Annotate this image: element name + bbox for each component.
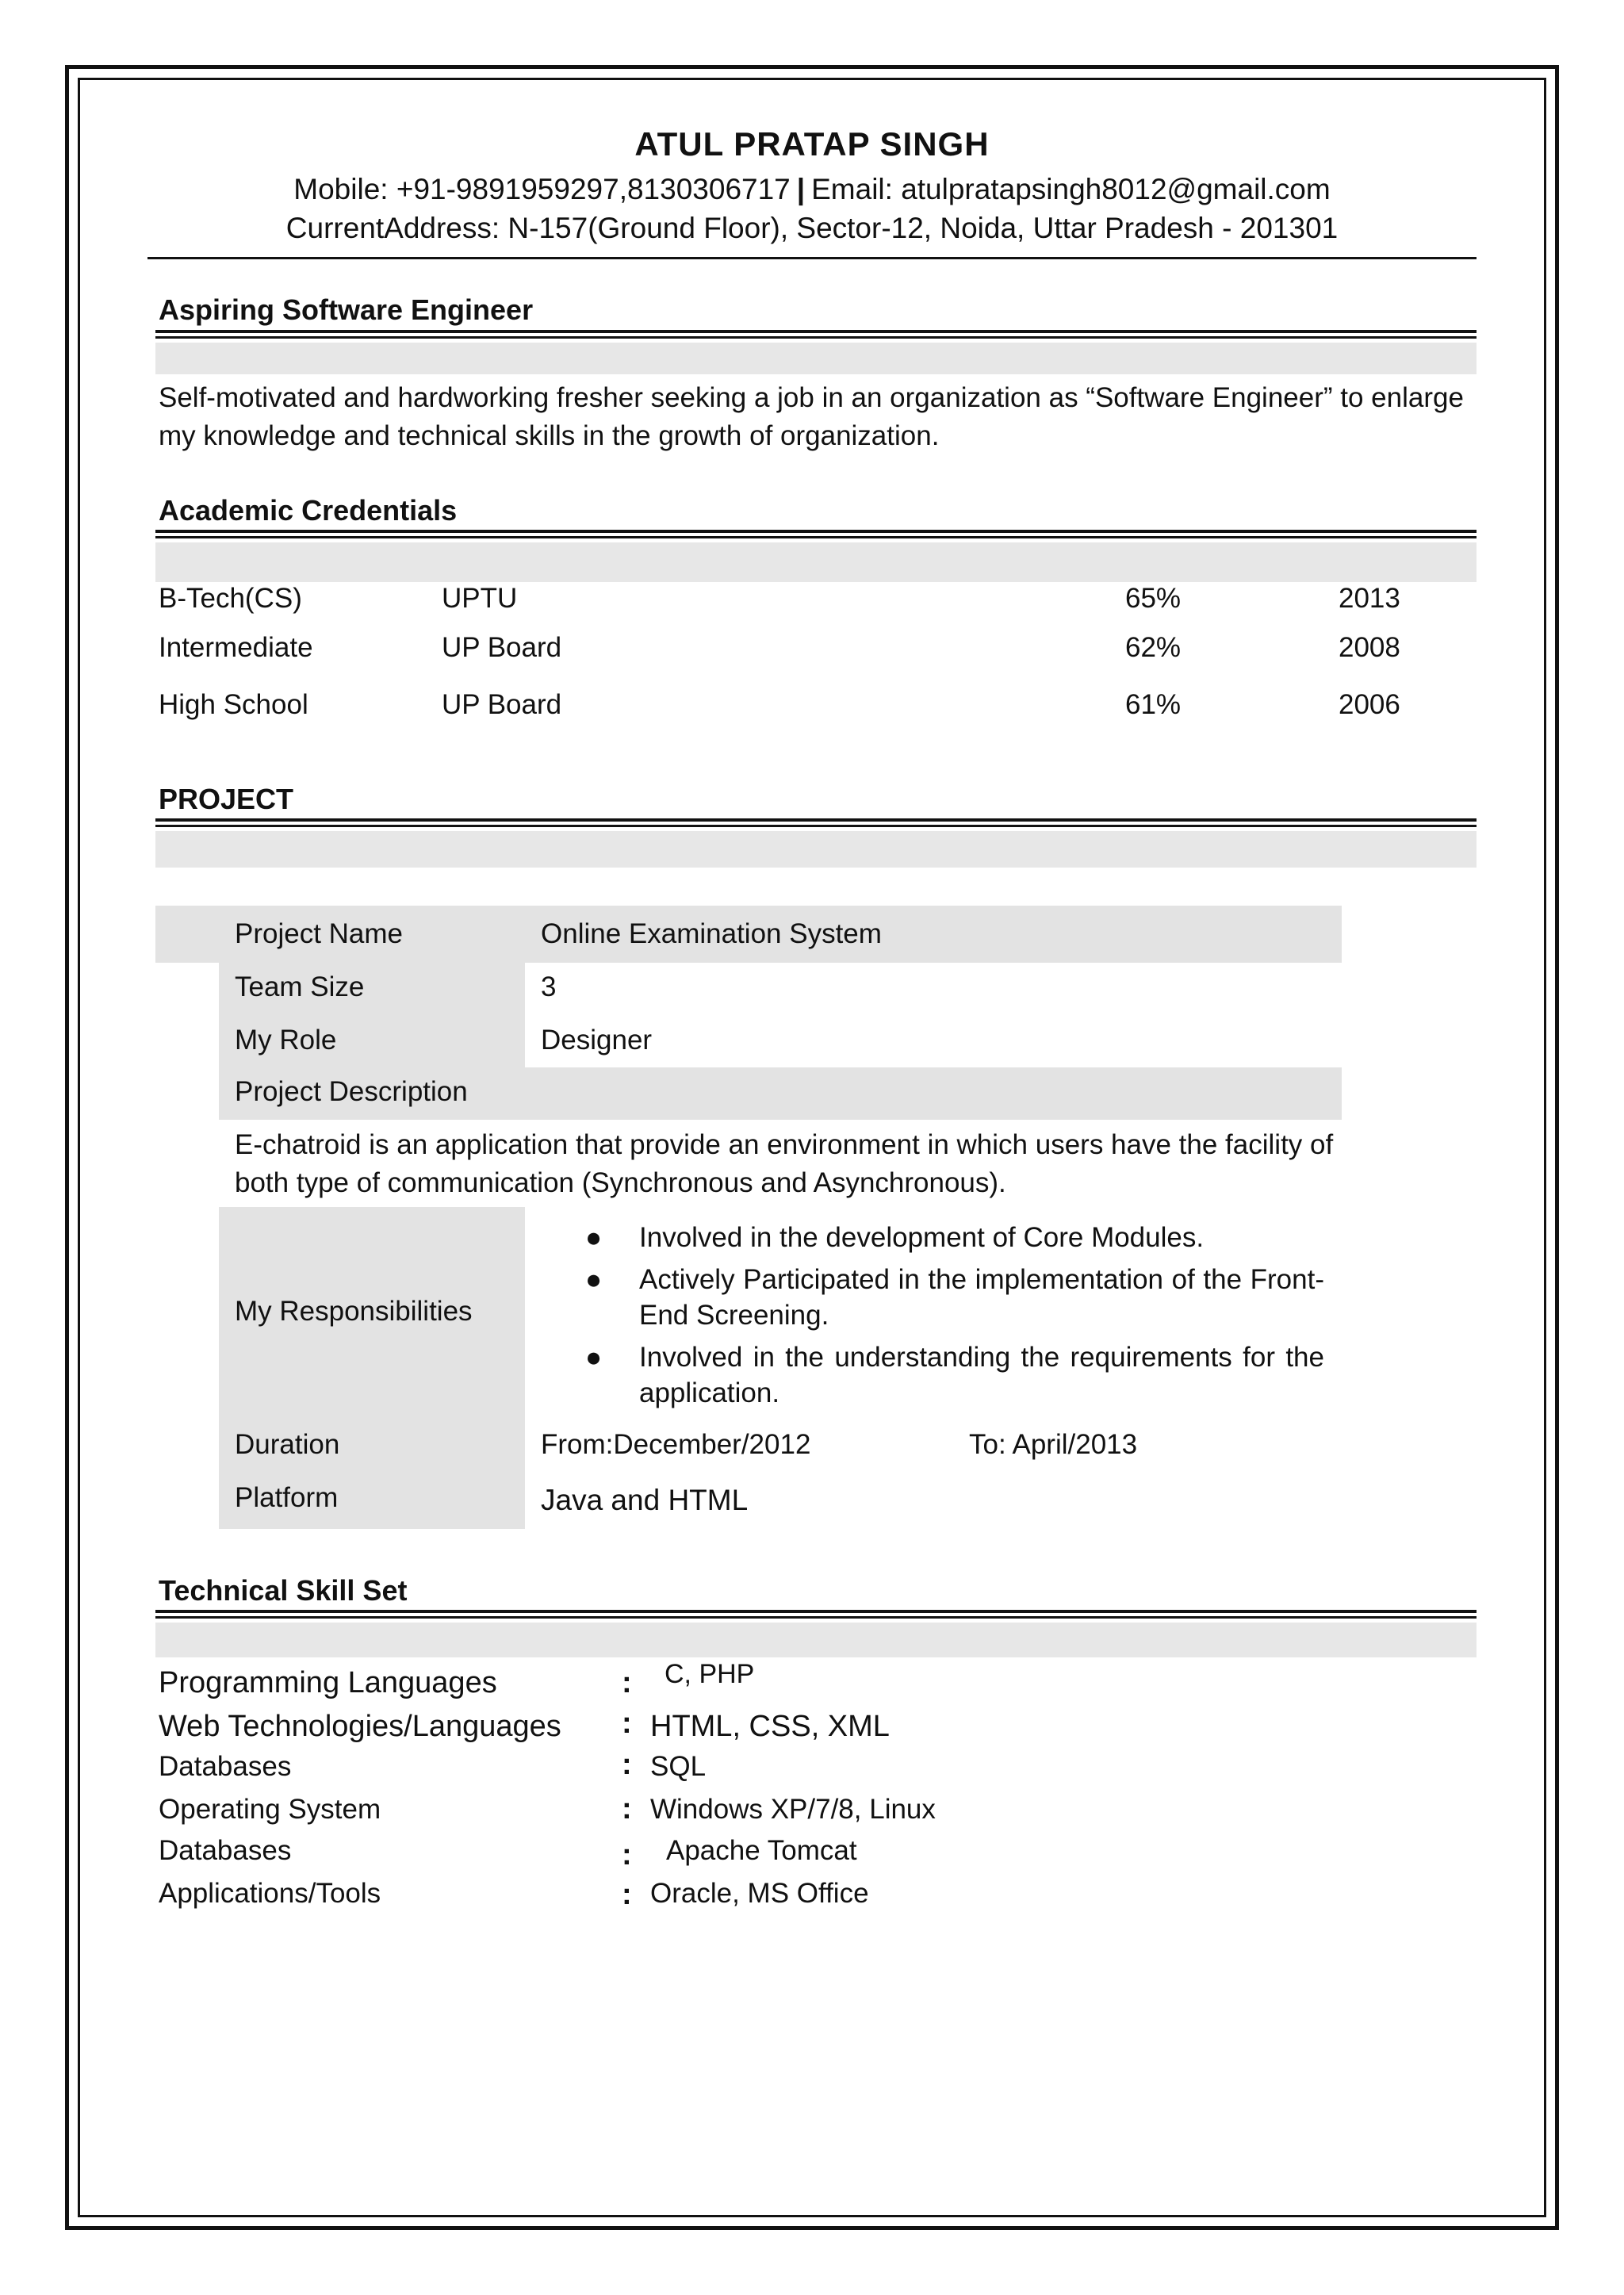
section-title-objective: Aspiring Software Engineer	[159, 293, 534, 326]
platform-label: Platform	[235, 1482, 339, 1513]
mobile-text: Mobile: +91-9891959297,8130306717	[293, 173, 791, 205]
section-band-project	[155, 831, 1477, 868]
section-title-project: PROJECT	[159, 783, 294, 815]
team-size-label: Team Size	[235, 971, 365, 1002]
duration-label: Duration	[235, 1429, 340, 1460]
skill-label: Databases	[159, 1751, 292, 1782]
contact-separator: |	[796, 173, 806, 205]
list-item: ● Involved in the development of Core Modules.	[603, 1220, 1324, 1255]
bullet-icon: ●	[585, 1342, 603, 1373]
duration-to: To: April/2013	[969, 1429, 1138, 1460]
skill-label: Web Technologies/Languages	[159, 1710, 561, 1743]
degree-cell: High School	[159, 689, 308, 720]
skill-label: Programming Languages	[159, 1666, 497, 1699]
percent-cell: 62%	[1125, 632, 1182, 663]
list-item: ● Actively Participated in the implementation of the Front-End Screening.	[603, 1262, 1324, 1333]
section-band-academics	[155, 542, 1477, 582]
candidate-name: ATUL PRATAP SINGH	[634, 125, 990, 163]
contact-line	[0, 173, 1624, 206]
email-text: Email: atulpratapsingh8012@gmail.com	[811, 173, 1331, 205]
project-description-label: Project Description	[235, 1076, 468, 1107]
section-band-objective	[155, 343, 1477, 374]
objective-text: Self-motivated and hardworking fresher seeking a job in an organization as “Software Engineer” to enlarge my knowledge and technical skills in the growth of organization.	[159, 382, 1464, 451]
responsibilities-label: My Responsibilities	[235, 1296, 473, 1327]
percent-cell: 65%	[1125, 583, 1182, 614]
skill-colon: :	[622, 1838, 632, 1872]
skill-value: Oracle, MS Office	[650, 1878, 869, 1909]
project-name-label: Project Name	[235, 918, 404, 949]
platform-value: Java and HTML	[541, 1484, 749, 1516]
year-cell: 2008	[1339, 632, 1400, 663]
role-value: Designer	[541, 1025, 653, 1056]
section-rule-project	[155, 818, 1477, 827]
degree-cell: Intermediate	[159, 632, 313, 663]
board-cell: UP Board	[442, 632, 562, 663]
year-cell: 2013	[1339, 583, 1400, 614]
skill-value: Windows XP/7/8, Linux	[650, 1794, 936, 1825]
section-rule-objective	[155, 330, 1477, 339]
skill-label: Applications/Tools	[159, 1878, 381, 1909]
project-name-value: Online Examination System	[541, 918, 882, 949]
skill-value: HTML, CSS, XML	[650, 1710, 890, 1743]
responsibilities-list	[585, 1220, 1324, 1417]
project-label-column-bg-lower	[219, 1207, 525, 1529]
skill-label: Operating System	[159, 1794, 381, 1825]
list-item: ● Involved in the understanding the requirements for the application.	[603, 1339, 1324, 1411]
duration-from: From:December/2012	[541, 1429, 811, 1460]
section-band-skills	[155, 1623, 1477, 1657]
header-divider	[147, 257, 1477, 259]
section-rule-academics	[155, 530, 1477, 538]
skill-colon: :	[622, 1707, 632, 1740]
skill-colon: :	[622, 1878, 632, 1911]
section-rule-skills	[155, 1610, 1477, 1619]
year-cell: 2006	[1339, 689, 1400, 720]
bullet-icon: ●	[585, 1264, 603, 1295]
role-label: My Role	[235, 1025, 337, 1056]
board-cell: UP Board	[442, 689, 562, 720]
section-title-skills: Technical Skill Set	[159, 1574, 408, 1607]
skill-value: SQL	[650, 1751, 707, 1782]
skill-colon: :	[622, 1748, 632, 1781]
degree-cell: B-Tech(CS)	[159, 583, 302, 614]
skill-colon: :	[622, 1666, 632, 1699]
skill-value: C, PHP	[665, 1659, 755, 1689]
team-size-value: 3	[541, 971, 557, 1002]
board-cell: UPTU	[442, 583, 518, 614]
section-title-academics: Academic Credentials	[159, 494, 458, 527]
project-description-text: E-chatroid is an application that provide an environment in which users have the facility of both type of communication (Synchronous and Asynchronous).	[235, 1129, 1334, 1198]
skill-colon: :	[622, 1792, 632, 1826]
bullet-icon: ●	[585, 1222, 603, 1253]
skill-label: Databases	[159, 1835, 292, 1866]
skill-value: Apache Tomcat	[666, 1835, 857, 1866]
address-text: CurrentAddress: N-157(Ground Floor), Sector-12, Noida, Uttar Pradesh - 201301	[285, 212, 1339, 244]
percent-cell: 61%	[1125, 689, 1182, 720]
